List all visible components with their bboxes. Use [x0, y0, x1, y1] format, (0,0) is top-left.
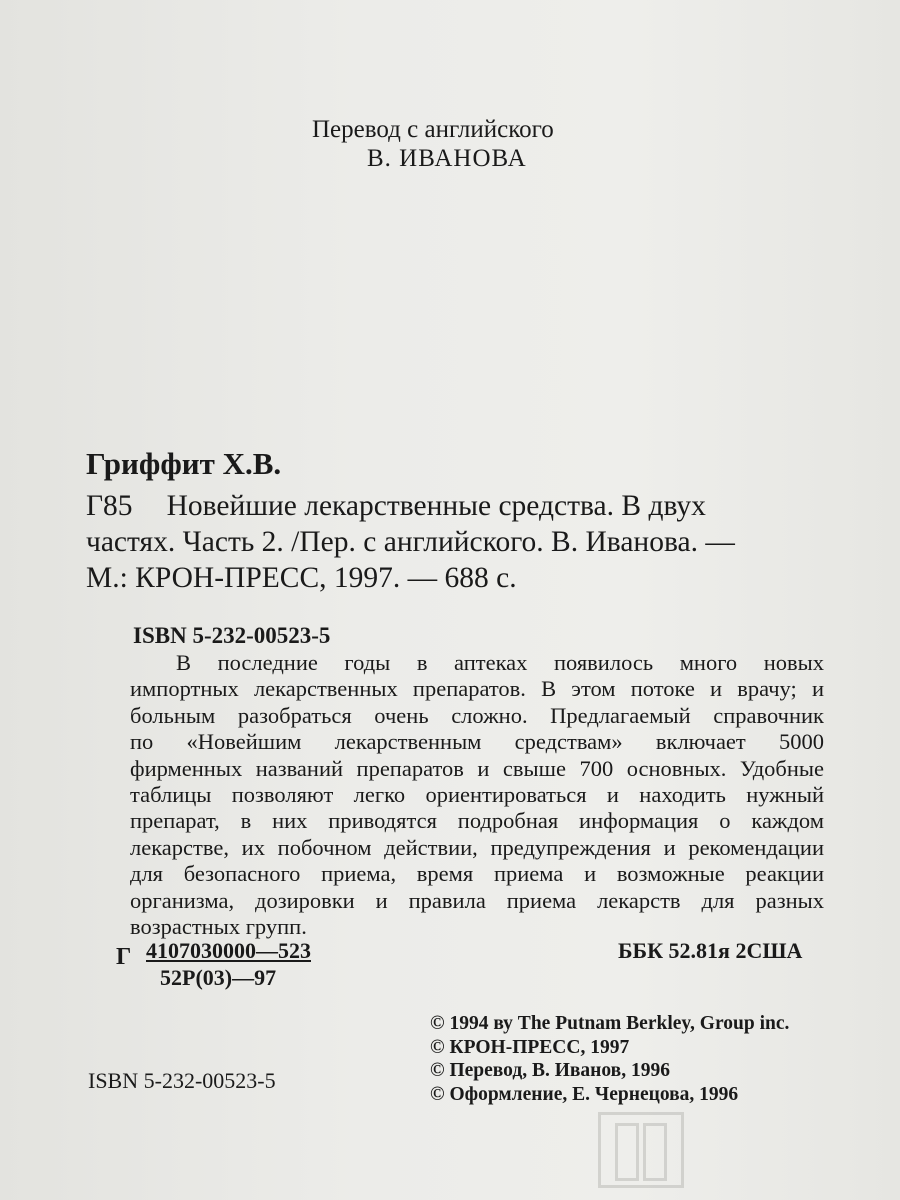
bibliographic-record [86, 488, 818, 596]
isbn-top: ISBN 5-232-00523-5 [133, 623, 331, 648]
biblio-line-3: М.: КРОН-ПРЕСС, 1997. — 688 с. [86, 562, 517, 594]
copyright-line: © Перевод, В. Иванов, 1996 [430, 1060, 670, 1081]
abstract-line: В последние годы в аптеках появилось много новых [176, 650, 824, 675]
abstract-line: препарат, в них приводятся подробная информация о каждом [130, 808, 824, 834]
abstract-line: больным разобраться очень сложно. Предлагаемый справочник [130, 702, 824, 728]
biblio-line-2: частях. Часть 2. /Пер. с английского. В. Иванова. — [86, 526, 735, 558]
biblio-line-1: Новейшие лекарственные средства. В двух [166, 490, 706, 522]
abstract-line: для безопасного приема, время приема и возможные реакции [130, 861, 824, 887]
abstract-line: импортных лекарственных препаратов. В этом потоке и врачу; и [130, 676, 824, 702]
abstract-line: фирменных названий препаратов и свыше 700 основных. Удобные [130, 755, 824, 781]
translator-name: В. ИВАНОВА [367, 145, 527, 172]
abstract-line: организма, дозировки и правила приема лекарств для разных [130, 887, 824, 913]
catalog-code: Г85 [86, 490, 133, 522]
index-letter: Г [116, 944, 132, 970]
publisher-logo-bleedthrough [598, 1112, 684, 1188]
bbk-code: ББК 52.81я 2США [618, 938, 803, 963]
copyright-line: © 1994 ву The Putnam Berkley, Group inc. [430, 1013, 790, 1034]
copyright-line: © Оформление, Е. Чернецова, 1996 [430, 1083, 739, 1105]
abstract-paragraph [130, 650, 824, 940]
cipher-numerator: 4107030000—523 [146, 938, 311, 963]
author-heading: Гриффит Х.В. [86, 446, 282, 481]
copyright-block [430, 1012, 789, 1106]
abstract-line: таблицы позволяют легко ориентироваться и находить нужный [130, 782, 824, 808]
abstract-line: лекарстве, их побочном действии, предупреждения и рекомендации [130, 834, 824, 860]
copyright-line: © КРОН-ПРЕСС, 1997 [430, 1036, 630, 1058]
translation-note: Перевод с английского [312, 116, 554, 143]
abstract-line: по «Новейшим лекарственным средствам» включает 5000 [130, 729, 824, 755]
abstract-line: возрастных групп. [130, 914, 307, 940]
isbn-bottom: ISBN 5-232-00523-5 [88, 1068, 276, 1093]
cipher-denominator: 52Р(03)—97 [160, 965, 277, 990]
